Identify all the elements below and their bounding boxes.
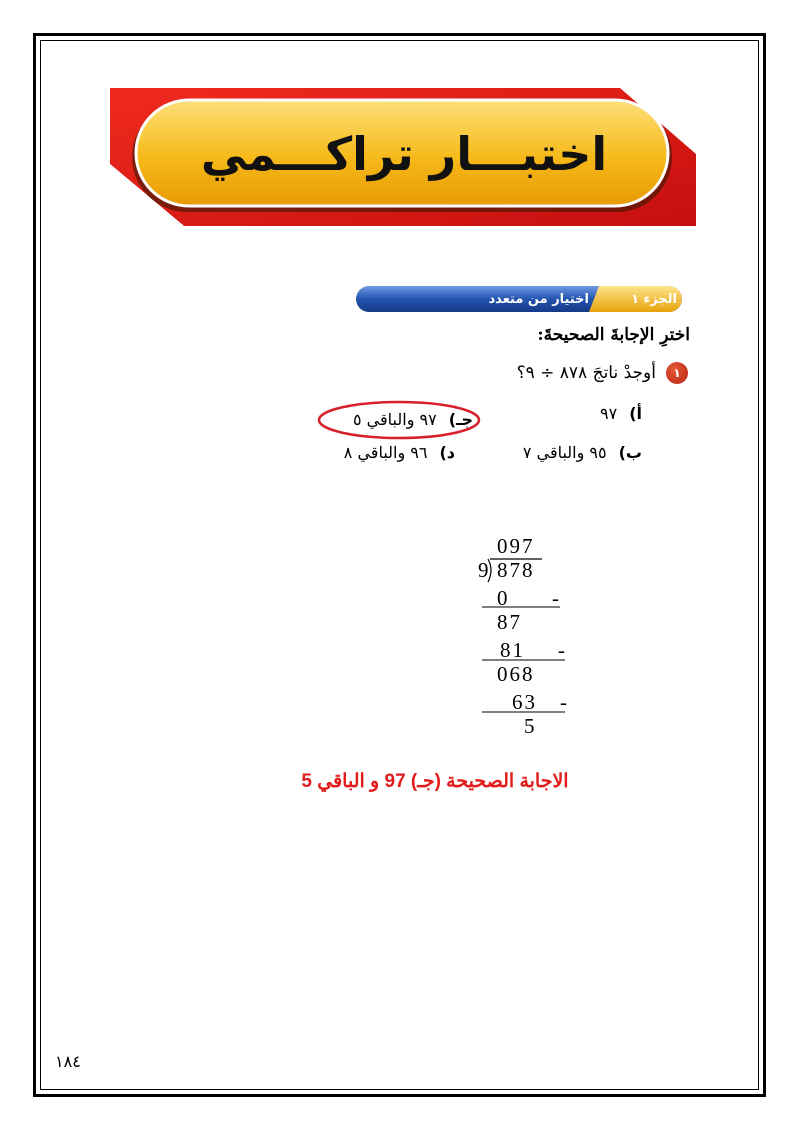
option-d — [344, 439, 455, 465]
minus-sign: - — [552, 586, 561, 610]
minus-sign: - — [558, 638, 567, 662]
option-letter: ب) — [618, 442, 642, 462]
long-division — [470, 534, 580, 744]
question-text: أوجدْ ناتجَ ٨٧٨ ÷ ٩؟ — [516, 363, 656, 383]
answer-circle-mark — [317, 400, 481, 440]
section-part-title: اختيار من متعدد — [488, 291, 589, 307]
subtract-step-2: 81 — [500, 638, 525, 662]
subtract-step-3: 63 — [512, 690, 537, 714]
page-number: ١٨٤ — [55, 1052, 81, 1071]
option-letter: د) — [439, 442, 455, 462]
dividend: 878 — [497, 558, 535, 582]
option-text: ٩٦ والباقي ٨ — [343, 442, 428, 462]
section-part-label: الجزء ١ — [631, 291, 677, 307]
instruction-text: اخترِ الإجابةَ الصحيحةَ: — [537, 325, 690, 345]
partial-remainder-1: 87 — [497, 610, 522, 634]
banner-title: اختبـــار تراكـــمي — [200, 127, 608, 181]
question-number-badge: ١ — [666, 362, 688, 384]
divisor: 9 — [478, 558, 491, 582]
option-b — [523, 439, 642, 465]
section-header — [355, 284, 685, 314]
question-1 — [517, 360, 688, 386]
option-letter: أ) — [629, 403, 642, 423]
option-text: ٩٧ — [600, 403, 618, 423]
correct-answer-text: الاجابة الصحيحة (جـ) 97 و الباقي 5 — [301, 771, 569, 792]
option-text: ٩٧ والباقي ٥ — [353, 409, 437, 429]
final-remainder: 5 — [524, 714, 537, 738]
option-letter: جـ) — [448, 409, 473, 429]
option-text: ٩٥ والباقي ٧ — [522, 442, 607, 462]
option-a — [600, 400, 642, 426]
partial-remainder-2: 068 — [497, 662, 535, 686]
quotient: 097 — [497, 534, 535, 558]
title-banner — [104, 84, 704, 234]
subtract-step-1: 0 — [497, 586, 510, 610]
minus-sign: - — [560, 690, 569, 714]
